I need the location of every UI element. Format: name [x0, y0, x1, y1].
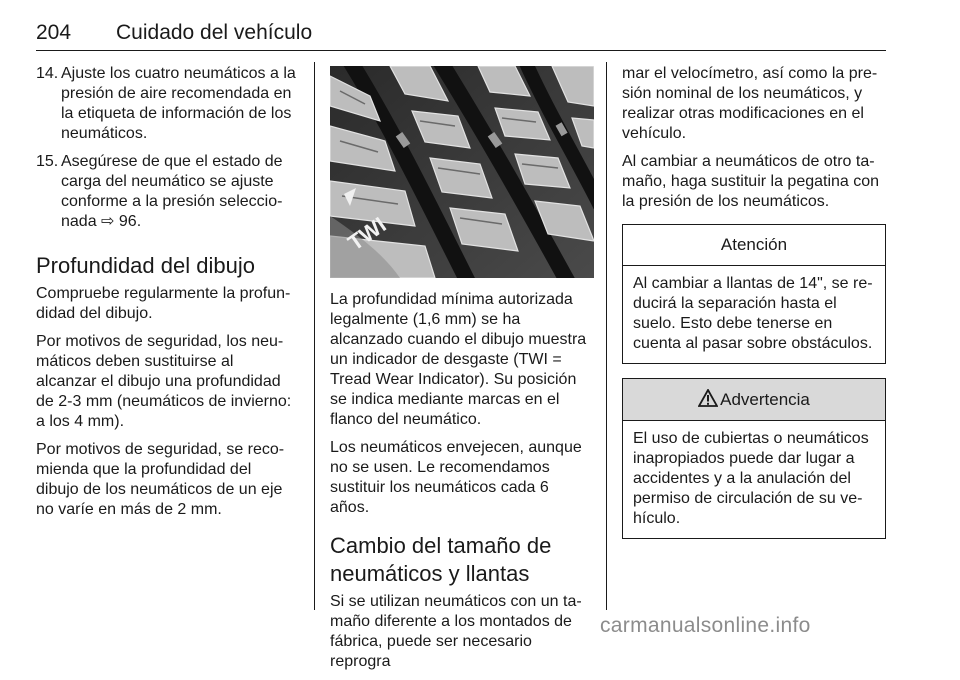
- paragraph: Por motivos de seguridad, los neumáticos deben sustituirse al alcanzar el dibujo una profundidad de 2-3 mm (neumáticos de invierno: a los 4 mm).: [36, 333, 292, 430]
- list-number: 15.: [36, 153, 59, 170]
- page-title: Cuidado del vehículo: [116, 21, 313, 44]
- warning-box: [622, 378, 886, 539]
- list-text: Asegúrese de que el estado de carga del neumático se ajuste conforme a la presión seleccionada: [61, 153, 283, 230]
- warning-title: Advertencia: [720, 390, 810, 409]
- list-text: Ajuste los cuatro neumáticos a la presión de aire recomendada en la etiqueta de información de los neumáticos.: [61, 65, 296, 142]
- watermark: carmanualsonline.info: [600, 614, 811, 637]
- list-number: 14.: [36, 65, 59, 82]
- attention-box: [622, 224, 886, 364]
- list-item: [36, 152, 298, 232]
- column-divider: [606, 62, 607, 610]
- page-ref-link[interactable]: 96.: [118, 213, 142, 230]
- section-heading: Profundidad del dibujo: [36, 253, 255, 278]
- paragraph: Al cambiar a neumáticos de otro tamaño, haga sustituir la pegatina con la presión de los neumáticos.: [622, 153, 880, 210]
- warning-header: [623, 379, 885, 420]
- paragraph: mar el velocímetro, así como la presión nominal de los neumáticos, y realizar otras modificaciones en el vehículo.: [622, 65, 878, 142]
- section-heading: Cambio del tamaño de neumáticos y llantas: [330, 533, 552, 586]
- warning-triangle-icon: [698, 389, 718, 407]
- paragraph: Por motivos de seguridad, se recomienda que la profundidad del dibujo de los neumáticos de un eje no varíe en más de 2 mm.: [36, 441, 285, 518]
- twi-label: TWI: [343, 211, 391, 256]
- column-left: [36, 64, 298, 528]
- page-header: [36, 16, 886, 51]
- tire-tread-image: [330, 66, 594, 278]
- page-number: 204: [36, 21, 72, 44]
- attention-text: Al cambiar a llantas de 14", se reducirá la separación hasta el suelo. Esto debe tenerse en cuenta al pasar sobre obstáculos.: [623, 265, 885, 363]
- column-right: [622, 64, 886, 553]
- attention-title: Atención: [720, 235, 788, 254]
- warning-text: El uso de cubiertas o neumáticos inapropiados puede dar lugar a accidentes y a la anulación del permiso de circulación de su vehículo.: [623, 420, 885, 538]
- paragraph: Los neumáticos envejecen, aunque no se usen. Le recomendamos sustituir los neumáticos cada 6 años.: [330, 439, 582, 516]
- list-item: [36, 64, 298, 144]
- paragraph: La profundidad mínima autorizada legalmente (1,6 mm) se ha alcanzado cuando el dibujo muestra un indicador de desgaste (TWI = Tread Wear Indicator). Su posición se indica mediante marcas en el flanco del neumático.: [330, 291, 587, 428]
- page-ref-arrow-icon[interactable]: ⇨: [101, 213, 115, 230]
- column-middle: [330, 290, 592, 680]
- paragraph: Compruebe regularmente la profundidad del dibujo.: [36, 285, 291, 322]
- paragraph: Si se utilizan neumáticos con un tamaño diferente a los montados de fábrica, puede ser necesario reprogra: [330, 593, 582, 670]
- column-divider: [314, 62, 315, 610]
